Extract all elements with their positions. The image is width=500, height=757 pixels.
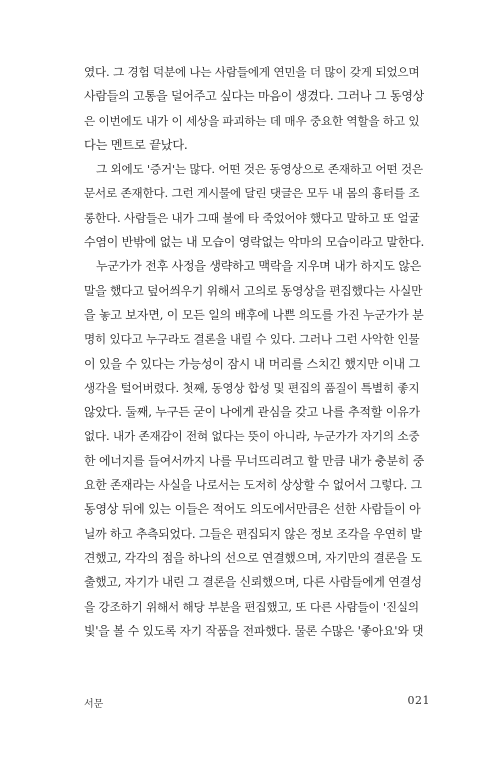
- page-number: 021: [407, 694, 430, 707]
- text-line: 견했고, 각각의 점을 하나의 선으로 연결했으며, 자기만의 결론을 도: [84, 550, 422, 565]
- text-line: 출했고, 자기가 내린 그 결론을 신뢰했으며, 다른 사람들에게 연결성: [84, 575, 422, 590]
- text-line: 명히 있다고 누구라도 결론을 내릴 수 있다. 그러나 그런 사악한 인물: [84, 332, 420, 347]
- text-line: 말을 했다고 덮어씌우기 위해서 고의로 동영상을 편집했다는 사실만: [84, 283, 423, 298]
- text-line: 사람들의 고통을 덜어주고 싶다는 마음이 생겼다. 그러나 그 동영상: [84, 89, 424, 104]
- text-line: 다는 멘트로 끝났다.: [84, 137, 188, 152]
- text-line: 문서로 존재한다. 그런 게시물에 달린 댓글은 모두 내 몸의 흉터를 조: [84, 186, 420, 201]
- text-line: 요한 존재라는 사실을 나로서는 도저히 상상할 수 없어서 그렇다. 그: [84, 478, 422, 493]
- text-line: 빛'을 볼 수 있도록 자기 작품을 전파했다. 물론 수많은 '좋아요'와 댓: [84, 623, 424, 638]
- text-line: 동영상 뒤에 있는 이들은 적어도 의도에서만큼은 선한 사람들이 아: [84, 502, 421, 517]
- text-line: 을 놓고 보자면, 이 모든 일의 배후에 나쁜 의도를 가진 누군가가 분: [84, 307, 424, 322]
- text-line: 수염이 반밖에 없는 내 모습이 영락없는 악마의 모습이라고 말한다.: [84, 235, 424, 250]
- text-line: 은 이번에도 내가 이 세상을 파괴하는 데 매우 중요한 역할을 하고 있: [84, 113, 420, 128]
- text-line: 누군가가 전후 사정을 생략하고 맥락을 지우며 내가 하지도 않은: [96, 259, 422, 274]
- text-line: 을 강조하기 위해서 해당 부분을 편집했고, 또 다른 사람들이 '진실의: [84, 599, 419, 614]
- text-line: 없다. 내가 존재감이 전혀 없다는 뜻이 아니라, 누군가가 자기의 소중: [84, 429, 420, 444]
- text-line: 그 외에도 '증거'는 많다. 어떤 것은 동영상으로 존재하고 어떤 것은: [96, 162, 423, 177]
- body-text: [84, 60, 424, 643]
- text-line: 생각을 털어버렸다. 첫째, 동영상 합성 및 편집의 품질이 특별히 좋지: [84, 380, 420, 395]
- text-line: 롱한다. 사람들은 내가 그때 불에 타 죽었어야 했다고 말하고 또 얼굴: [84, 210, 420, 225]
- text-line: 닐까 하고 추측되었다. 그들은 편집되지 않은 정보 조각을 우연히 발: [84, 526, 422, 541]
- text-line: 않았다. 둘째, 누구든 굳이 나에게 관심을 갖고 나를 추적할 이유가: [84, 405, 420, 420]
- text-line: 한 에너지를 들여서까지 나를 무너뜨리려고 할 만큼 내가 충분히 중: [84, 453, 424, 468]
- text-line: 이 있을 수 있다는 가능성이 잠시 내 머리를 스치긴 했지만 이내 그: [84, 356, 420, 371]
- running-footer-section: 서문: [84, 699, 104, 710]
- text-line: 였다. 그 경험 덕분에 나는 사람들에게 연민을 더 많이 갖게 되었으며: [84, 65, 420, 79]
